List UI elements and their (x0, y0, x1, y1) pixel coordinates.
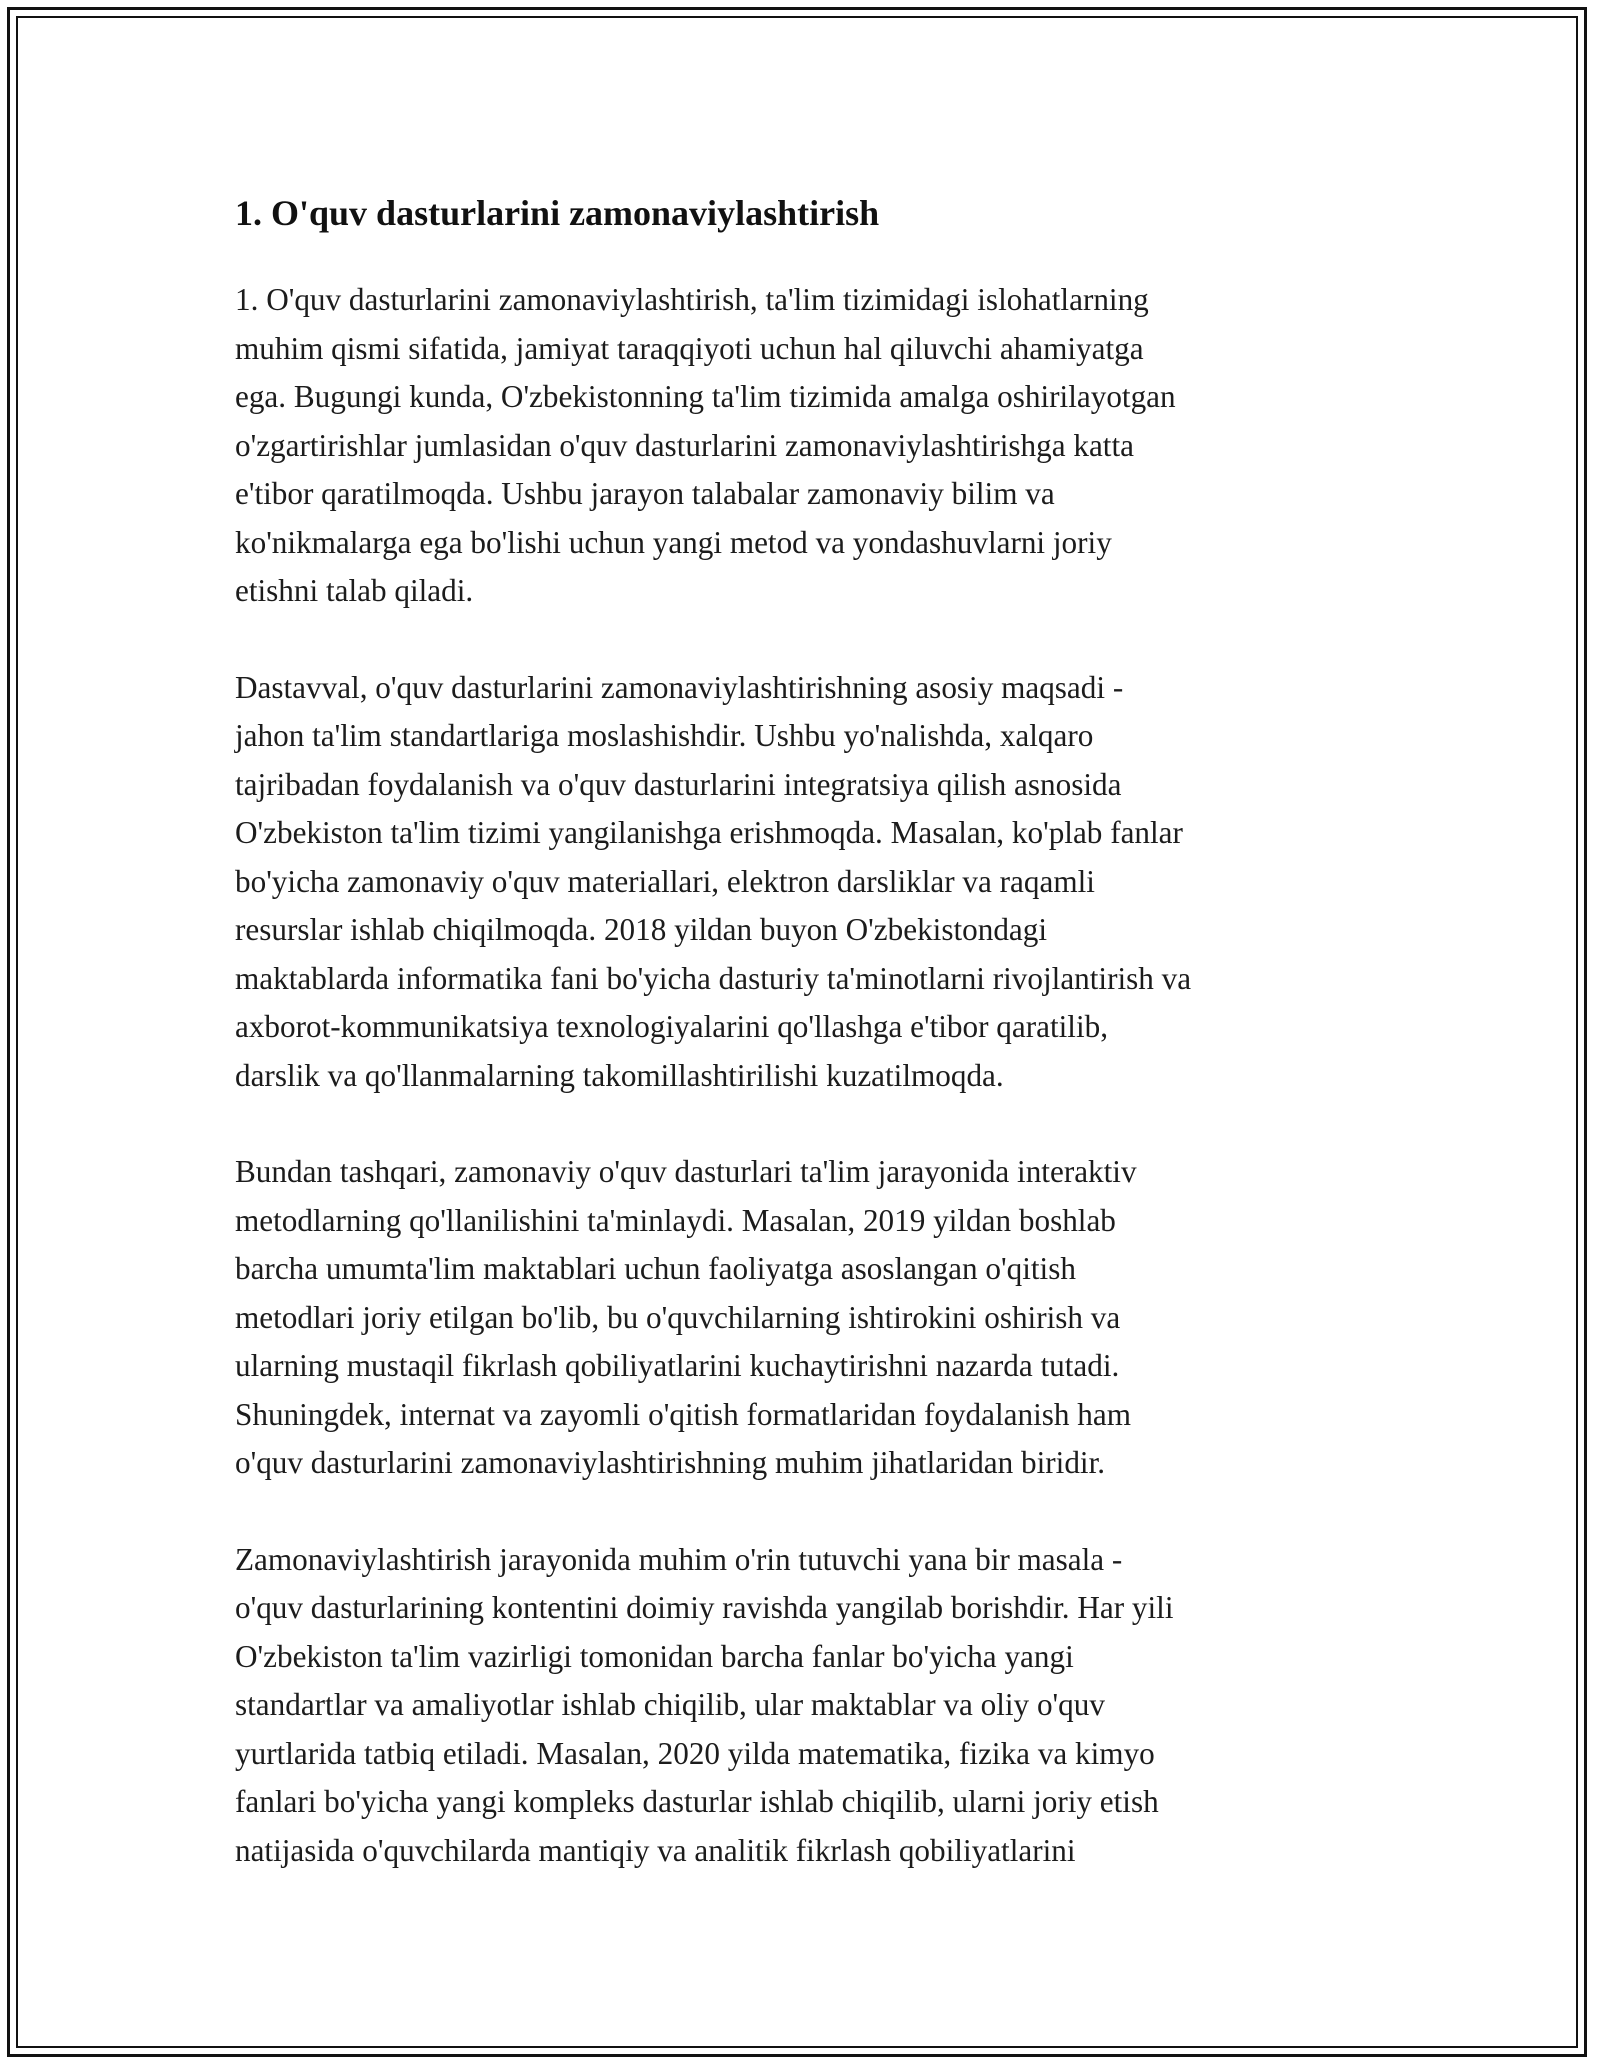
document-body (235, 190, 1370, 1923)
paragraph-1: 1. O'quv dasturlarini zamonaviylashtirish, ta'lim tizimidagi islohatlarning muhim qismi sifatida, jamiyat taraqqiyoti uchun hal qiluvchi ahamiyatga ega. Bugungi kunda, O'zbekistonning ta'lim tizimida amalga oshirilayotgan o'zgartirishlar jumlasidan o'quv dasturlarini zamonaviylashtirishga katta e'tibor qaratilmoqda. Ushbu jarayon talabalar zamonaviy bilim va ko'nikmalarga ega bo'lishi uchun yangi metod va yondashuvlarni joriy etishni talab qiladi. (235, 282, 1176, 608)
paragraph-3: Bundan tashqari, zamonaviy o'quv dasturlari ta'lim jarayonida interaktiv metodlarning qo'llanilishini ta'minlaydi. Masalan, 2019 yildan boshlab barcha umumta'lim maktablari uchun faoliyatga asoslangan o'qitish metodlari joriy etilgan bo'lib, bu o'quvchilarning ishtirokini oshirish va ularning mustaqil fikrlash qobiliyatlarini kuchaytirishni nazarda tutadi. Shuningdek, internat va zayomli o'qitish formatlaridan foydalanish ham o'quv dasturlarini zamonaviylashtirishning muhim jihatlaridan biridir. (235, 1154, 1137, 1480)
section-heading: 1. O'quv dasturlarini zamonaviylashtirish (235, 193, 880, 233)
paragraph-4: Zamonaviylashtirish jarayonida muhim o'rin tutuvchi yana bir masala - o'quv dasturlarining kontentini doimiy ravishda yangilab borishdir. Har yili O'zbekiston ta'lim vazirligi tomonidan barcha fanlar bo'yicha yangi standartlar va amaliyotlar ishlab chiqilib, ular maktablar va oliy o'quv yurtlarida tatbiq etiladi. Masalan, 2020 yilda matematika, fizika va kimyo fanlari bo'yicha yangi kompleks dasturlar ishlab chiqilib, ularni joriy etish natijasida o'quvchilarda mantiqiy va analitik fikrlash qobiliyatlarini (235, 1541, 1174, 1868)
paragraph-2: Dastavval, o'quv dasturlarini zamonaviylashtirishning asosiy maqsadi - jahon ta'lim standartlariga moslashishdir. Ushbu yo'nalishda, xalqaro tajribadan foydalanish va o'quv dasturlarini integratsiya qilish asnosida O'zbekiston ta'lim tizimi yangilanishga erishmoqda. Masalan, ko'plab fanlar bo'yicha zamonaviy o'quv materiallari, elektron darsliklar va raqamli resurslar ishlab chiqilmoqda. 2018 yildan buyon O'zbekistondagi maktablarda informatika fani bo'yicha dasturiy ta'minotlarni rivojlantirish va axborot-kommunikatsiya texnologiyalarini qo'llashga e'tibor qaratilib, darslik va qo'llanmalarning takomillashtirilishi kuzatilmoqda. (235, 669, 1192, 1093)
